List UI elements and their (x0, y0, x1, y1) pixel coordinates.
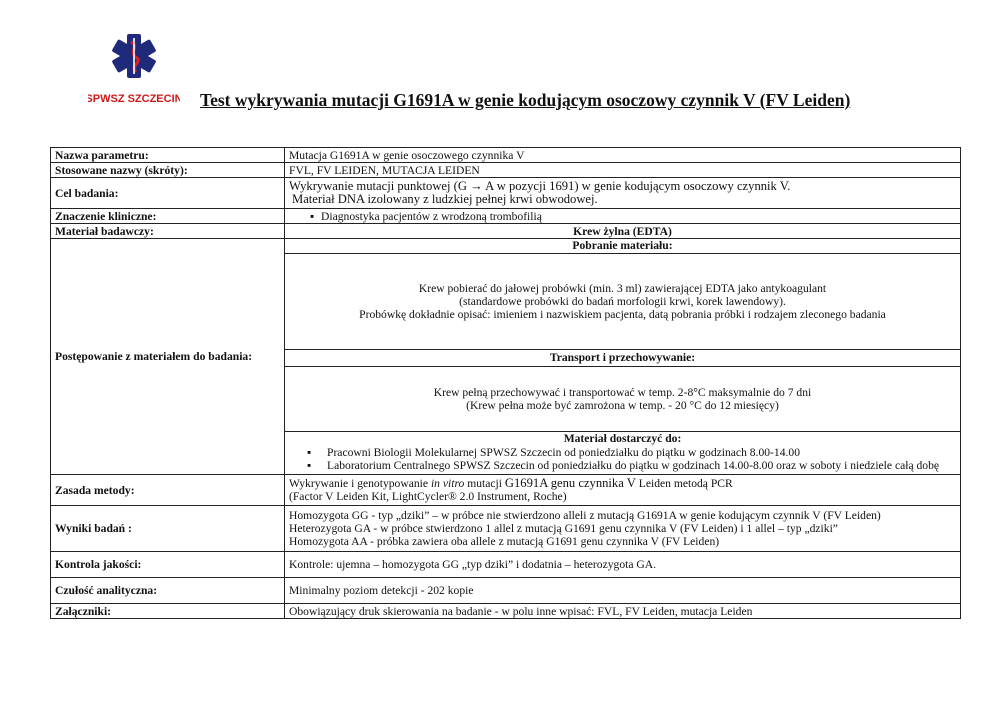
deliver-list (285, 446, 960, 474)
page-title: Test wykrywania mutacji G1691A w genie kodującym osoczowy czynnik V (FV Leiden) (200, 90, 851, 110)
collect-line-3: Probówkę dokładnie opisać: imieniem i nazwiskiem pacjenta, datą pobrania próbki i rodzajem zleconego badania (359, 308, 886, 321)
results-line-2: Heterozygota GA - w próbce stwierdzono 1 allel z mutacją G1691 genu czynnika V (FV Leiden) i 1 allel – typ „dziki” (289, 522, 838, 535)
method-line-1 (289, 477, 956, 490)
goal-value (285, 178, 961, 209)
transport-heading: Transport i przechowywanie: (285, 350, 960, 367)
clinical-value (285, 209, 961, 224)
deliver-bullet-2: Laboratorium Centralnego SPWSZ Szczecin od poniedziałku do piątku w godzinach 14.00-8.00 oraz w soboty i niedziele całą dobę (327, 459, 940, 472)
results-line-3: Homozygota AA - próbka zawiera oba allele z mutacją G1691 genu czynnika V (FV Leiden) (289, 535, 720, 548)
goal-line-2: Materiał DNA izolowany z ludzkiej pełnej krwi obwodowej. (292, 192, 598, 206)
collect-text (285, 254, 960, 350)
attachments-label: Załączniki: (51, 604, 285, 619)
sensitivity-label: Czułość analityczna: (51, 578, 285, 604)
method-text-c: mutacji (464, 477, 505, 490)
bullet-icon: ▪ (309, 209, 315, 223)
deliver-bullet-1: Pracowni Biologii Molekularnej SPWSZ Szczecin od poniedziałku do piątku w godzinach 8.00-14.00 (327, 446, 801, 459)
sensitivity-value: Minimalny poziom detekcji - 202 kopie (285, 578, 961, 604)
bullet-icon: ▪ (306, 446, 312, 459)
goal-line-1: Wykrywanie mutacji punktowej (G → A w pozycji 1691) w genie kodującym osoczowy czynnik V. (289, 179, 791, 193)
names-label: Stosowane nazwy (skróty): (51, 163, 285, 178)
transport-line-2: (Krew pełna może być zamrożona w temp. - 20 °C do 12 miesięcy) (466, 399, 779, 412)
method-text-d: G1691A genu czynnika V (504, 476, 636, 490)
table-row (51, 506, 961, 552)
qc-value: Kontrole: ujemna – homozygota GG „typ dziki” i dodatnia – heterozygota GA. (285, 552, 961, 578)
results-line-1: Homozygota GG - typ „dziki” – w próbce nie stwierdzono alleli z mutacją G1691A w genie kodującym czynnik V (FV Leiden) (289, 509, 881, 522)
method-text-a: Wykrywanie i genotypowanie (289, 477, 431, 490)
bullet-icon: ▪ (306, 459, 312, 472)
list-item (285, 446, 956, 459)
table-row (51, 552, 961, 578)
handling-value (285, 239, 961, 475)
collect-heading: Pobranie materiału: (285, 239, 960, 254)
method-label: Zasada metody: (51, 475, 285, 506)
method-value (285, 475, 961, 506)
table-row (51, 578, 961, 604)
qc-label: Kontrola jakości: (51, 552, 285, 578)
names-value: FVL, FV LEIDEN, MUTACJA LEIDEN (285, 163, 961, 178)
logo-text: SPWSZ SZCZECIN (88, 93, 180, 105)
table-row (51, 148, 961, 163)
table-row (51, 604, 961, 619)
transport-text (285, 367, 960, 432)
table-row (51, 475, 961, 506)
table-row (51, 209, 961, 224)
material-label: Materiał badawczy: (51, 224, 285, 239)
collect-line-2: (standardowe probówki do badań morfologii krwi, korek lawendowy). (459, 295, 786, 308)
star-of-life-icon (88, 28, 180, 110)
method-line-2: (Factor V Leiden Kit, LightCycler® 2.0 Instrument, Roche) (289, 490, 567, 503)
handling-label: Postępowanie z materiałem do badania: (51, 239, 285, 475)
attachments-value: Obowiązujący druk skierowania na badanie - w polu inne wpisać: FVL, FV Leiden, mutacja Leiden (285, 604, 961, 619)
test-info-table (50, 147, 961, 619)
param-value: Mutacja G1691A w genie osoczowego czynnika V (285, 148, 961, 163)
param-label: Nazwa parametru: (51, 148, 285, 163)
goal-label: Cel badania: (51, 178, 285, 209)
clinical-label: Znaczenie kliniczne: (51, 209, 285, 224)
table-row (51, 163, 961, 178)
method-text-b: in vitro (430, 477, 465, 490)
transport-line-1: Krew pełną przechowywać i transportować w temp. 2-8°C maksymalnie do 7 dni (433, 386, 812, 399)
deliver-heading: Materiał dostarczyć do: (563, 432, 682, 445)
results-label: Wyniki badań : (51, 506, 285, 552)
results-value (285, 506, 961, 552)
list-item (285, 459, 956, 472)
method-text-e: Leiden metodą PCR (635, 477, 733, 490)
material-value: Krew żylna (EDTA) (285, 224, 961, 239)
collect-line-1: Krew pobierać do jałowej probówki (min. 3 ml) zawierającej EDTA jako antykoagulant (418, 282, 827, 295)
clinical-bullet-text: Diagnostyka pacjentów z wrodzoną trombofilią (321, 209, 542, 223)
table-row (51, 178, 961, 209)
table-row (51, 239, 961, 475)
table-row (51, 224, 961, 239)
hospital-logo (88, 28, 180, 110)
